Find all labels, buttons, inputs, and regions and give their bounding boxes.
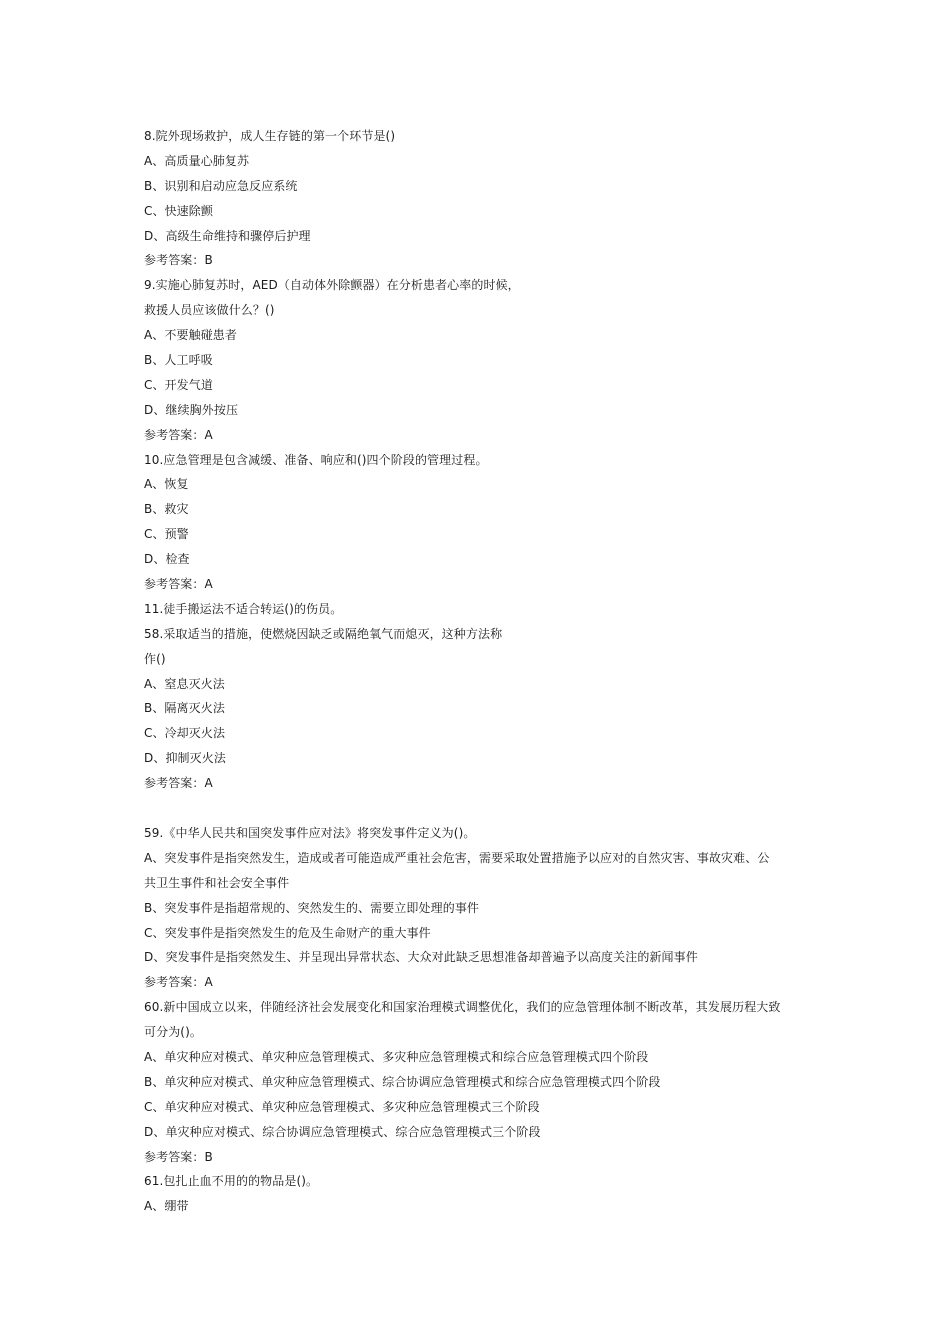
option-d: D、单灾种应对模式、综合协调应急管理模式、综合应急管理模式三个阶段	[144, 1124, 541, 1139]
option-a: A、恢复	[144, 477, 189, 492]
answer: 参考答案：B	[144, 1149, 213, 1164]
question-stem-continued: 救援人员应该做什么？()	[144, 303, 275, 318]
option-b: B、突发事件是指超常规的、突然发生的、需要立即处理的事件	[144, 900, 480, 915]
question-stem: 10.应急管理是包含减缓、准备、响应和()四个阶段的管理过程。	[144, 452, 488, 467]
option-a: A、高质量心肺复苏	[144, 153, 250, 168]
question-list	[144, 124, 824, 1219]
answer: 参考答案：A	[144, 975, 213, 990]
option-b: B、人工呼吸	[144, 353, 213, 368]
question-stem: 61.包扎止血不用的的物品是()。	[144, 1174, 319, 1189]
option-c: C、单灾种应对模式、单灾种应急管理模式、多灾种应急管理模式三个阶段	[144, 1099, 540, 1114]
option-d: D、检查	[144, 552, 190, 567]
option-c: C、预警	[144, 527, 189, 542]
question-stem: 59.《中华人民共和国突发事件应对法》将突发事件定义为()。	[144, 825, 476, 840]
option-a: A、绷带	[144, 1199, 189, 1214]
blank-line	[144, 796, 824, 821]
option-c: C、开发气道	[144, 377, 213, 392]
option-a: A、不要触碰患者	[144, 328, 238, 343]
question-stem: 58.采取适当的措施，使燃烧因缺乏或隔绝氧气而熄灭，这种方法称	[144, 626, 503, 641]
option-b: B、识别和启动应急反应系统	[144, 178, 298, 193]
option-d: D、突发事件是指突然发生、并呈现出异常状态、大众对此缺乏思想准备却普遍予以高度关注的新闻事件	[144, 950, 698, 965]
option-b: B、隔离灭火法	[144, 701, 225, 716]
answer: 参考答案：B	[144, 253, 213, 268]
option-a: A、突发事件是指突然发生，造成或者可能造成严重社会危害，需要采取处置措施予以应对的自然灾害、事故灾难、公	[144, 850, 770, 865]
option-c: C、突发事件是指突然发生的危及生命财产的重大事件	[144, 925, 431, 940]
question-stem: 9.实施心肺复苏时，AED（自动体外除颤器）在分析患者心率的时候，	[144, 278, 520, 293]
answer: 参考答案：A	[144, 577, 213, 592]
option-a-continued: 共卫生事件和社会安全事件	[144, 875, 290, 890]
question-stem-continued: 可分为()。	[144, 1025, 202, 1040]
question-stem: 60.新中国成立以来，伴随经济社会发展变化和国家治理模式调整优化，我们的应急管理体制不断改革，其发展历程大致	[144, 1000, 781, 1015]
option-d: D、高级生命维持和骤停后护理	[144, 228, 311, 243]
option-c: C、冷却灭火法	[144, 726, 226, 741]
question-stem: 11.徒手搬运法不适合转运()的伤员。	[144, 601, 343, 616]
answer: 参考答案：A	[144, 776, 213, 791]
option-d: D、继续胸外按压	[144, 402, 239, 417]
question-stem-continued: 作()	[144, 651, 166, 666]
option-b: B、救灾	[144, 502, 189, 517]
answer: 参考答案：A	[144, 427, 213, 442]
question-stem: 8.院外现场救护，成人生存链的第一个环节是()	[144, 129, 396, 143]
option-b: B、单灾种应对模式、单灾种应急管理模式、综合协调应急管理模式和综合应急管理模式四个阶段	[144, 1074, 661, 1089]
option-a: A、单灾种应对模式、单灾种应急管理模式、多灾种应急管理模式和综合应急管理模式四个阶段	[144, 1049, 649, 1064]
option-a: A、窒息灭火法	[144, 676, 225, 691]
option-d: D、抑制灭火法	[144, 751, 226, 766]
option-c: C、快速除颤	[144, 203, 213, 218]
